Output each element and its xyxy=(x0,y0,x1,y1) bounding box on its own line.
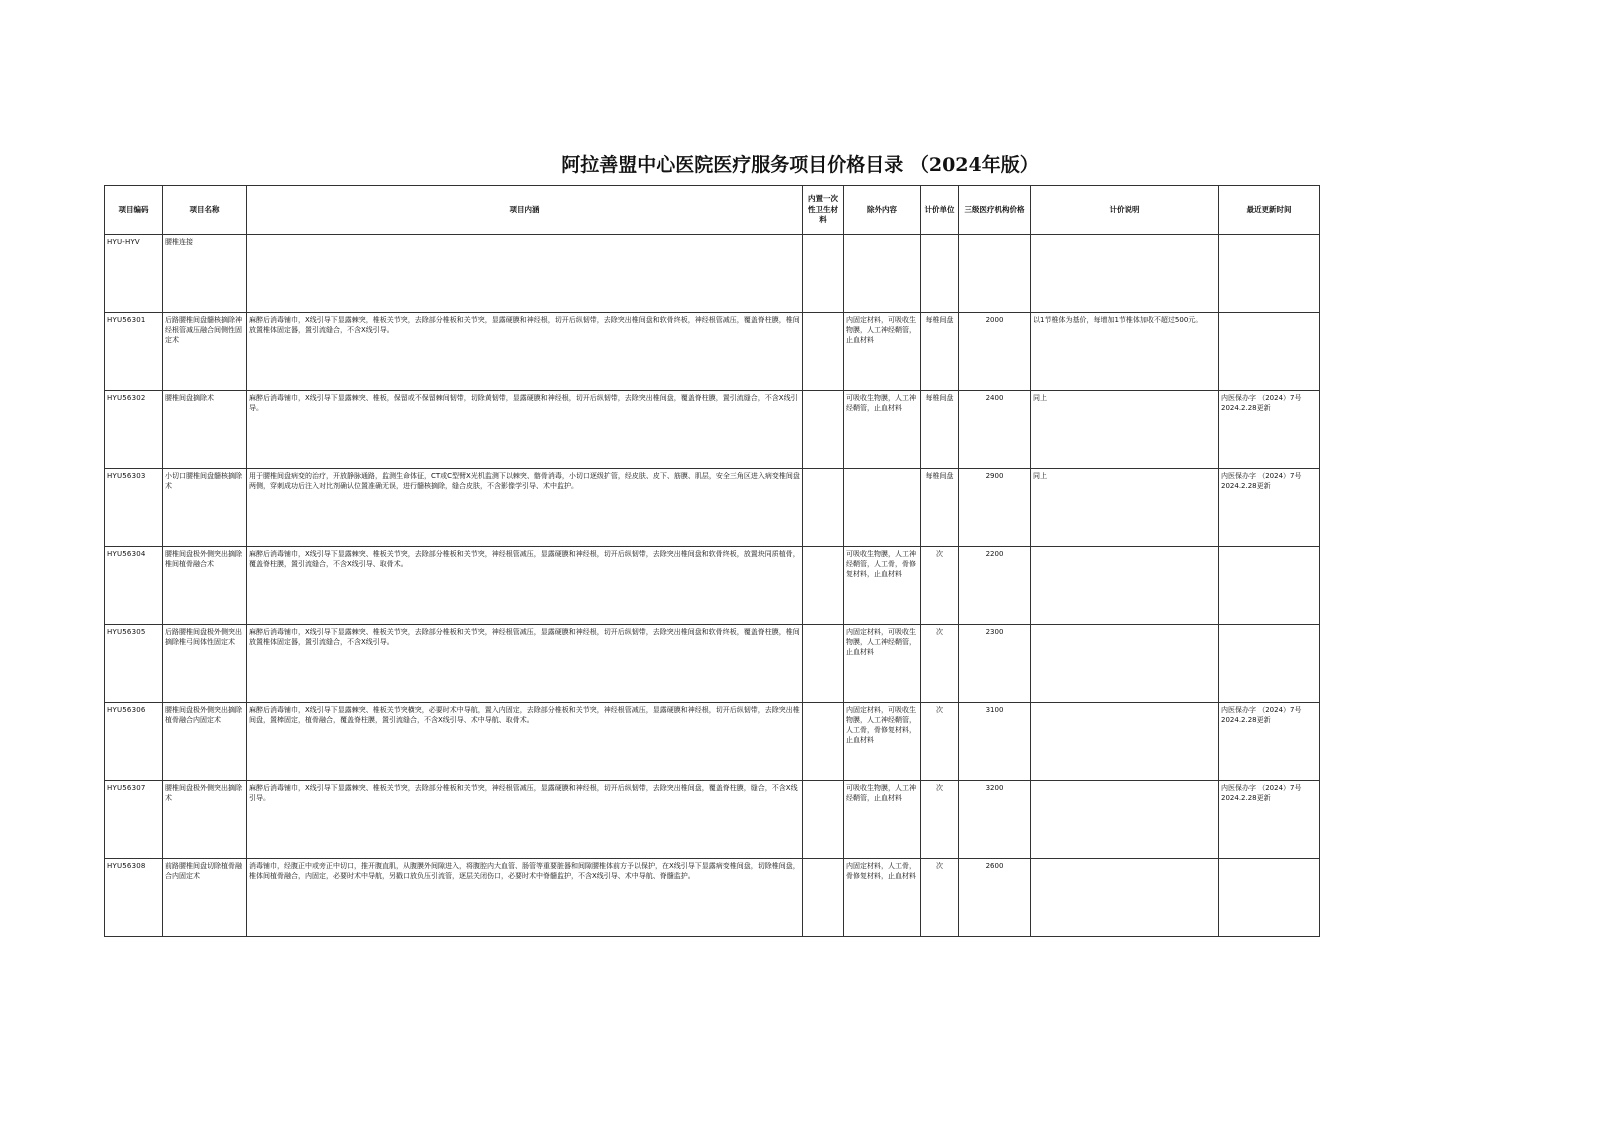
cell-update xyxy=(1219,313,1320,391)
table-row xyxy=(105,547,1320,625)
cell-price: 2400 xyxy=(959,391,1031,469)
cell-note xyxy=(1031,625,1219,703)
col-header-note: 计价说明 xyxy=(1031,186,1219,235)
cell-included xyxy=(803,235,844,313)
col-header-included: 内置一次性卫生材料 xyxy=(803,186,844,235)
cell-excluded: 内固定材料，可吸收生物膜，人工神经鞘管，人工骨，骨修复材料，止血材料 xyxy=(844,703,921,781)
cell-unit: 次 xyxy=(921,781,959,859)
table-row xyxy=(105,469,1320,547)
cell-code: HYU56305 xyxy=(105,625,163,703)
cell-included xyxy=(803,781,844,859)
cell-included xyxy=(803,469,844,547)
cell-update xyxy=(1219,859,1320,937)
cell-update xyxy=(1219,235,1320,313)
cell-unit: 次 xyxy=(921,625,959,703)
col-header-content: 项目内涵 xyxy=(247,186,803,235)
cell-included xyxy=(803,391,844,469)
cell-note xyxy=(1031,547,1219,625)
cell-unit: 次 xyxy=(921,859,959,937)
cell-update xyxy=(1219,625,1320,703)
table-row xyxy=(105,235,1320,313)
cell-price: 2000 xyxy=(959,313,1031,391)
price-table xyxy=(104,185,1320,937)
cell-content: 麻醉后消毒铺巾，X线引导下显露棘突，椎板关节突，去除部分椎板和关节突，显露硬膜和神经根，切开后纵韧带，去除突出椎间盘和软骨终板，神经根管减压，覆盖脊柱膜，椎间放置椎体固定器，置引流缝合，不含X线引导。 xyxy=(247,313,803,391)
table-row xyxy=(105,781,1320,859)
col-header-price: 三级医疗机构价格 xyxy=(959,186,1031,235)
cell-content xyxy=(247,235,803,313)
cell-name: 后路腰椎间盘髓核摘除神经根管减压融合间侧性固定术 xyxy=(163,313,247,391)
cell-price: 2900 xyxy=(959,469,1031,547)
col-header-excluded: 除外内容 xyxy=(844,186,921,235)
cell-note: 同上 xyxy=(1031,469,1219,547)
cell-content: 麻醉后消毒铺巾，X线引导下显露棘突、椎板关节突，去除部分椎板和关节突，神经根管减压，显露硬膜和神经根，切开后纵韧带，去除突出椎间盘，覆盖脊柱膜，缝合，不含X线引导。 xyxy=(247,781,803,859)
cell-name: 腰椎连接 xyxy=(163,235,247,313)
table-header-row xyxy=(105,186,1320,235)
cell-excluded: 内固定材料，可吸收生物膜，人工神经鞘管，止血材料 xyxy=(844,313,921,391)
cell-excluded: 可吸收生物膜，人工神经鞘管，止血材料 xyxy=(844,391,921,469)
table-row xyxy=(105,625,1320,703)
cell-content: 用于腰椎间盘病变的治疗，开放静脉通路，监测生命体征，CT或C型臂X光机监测下以棘突、髂骨消毒，小切口逐级扩管，经皮肤、皮下、筋膜、肌层，安全三角区进入病变椎间盘两侧，穿刺成功后注入对比剂确认位置准确无误，进行髓核摘除，缝合皮肤，不含影像学引导、术中监护。 xyxy=(247,469,803,547)
cell-name: 前路腰椎间盘切除植骨融合内固定术 xyxy=(163,859,247,937)
cell-code: HYU-HYV xyxy=(105,235,163,313)
cell-excluded: 内固定材料，可吸收生物膜，人工神经鞘管，止血材料 xyxy=(844,625,921,703)
cell-name: 腰椎间盘极外侧突出摘除椎间植骨融合术 xyxy=(163,547,247,625)
cell-name: 腰椎间盘极外侧突出摘除术 xyxy=(163,781,247,859)
cell-included xyxy=(803,859,844,937)
cell-note xyxy=(1031,703,1219,781)
cell-unit: 每椎间盘 xyxy=(921,313,959,391)
col-header-update: 最近更新时间 xyxy=(1219,186,1320,235)
cell-content: 麻醉后消毒铺巾，X线引导下显露棘突、椎板，保留或不保留棘间韧带，切除黄韧带，显露硬膜和神经根，切开后纵韧带，去除突出椎间盘，覆盖脊柱膜，置引流缝合，不含X线引导。 xyxy=(247,391,803,469)
cell-price: 2300 xyxy=(959,625,1031,703)
cell-included xyxy=(803,547,844,625)
cell-excluded xyxy=(844,235,921,313)
cell-update: 内医保办字 （2024）7号 2024.2.28更新 xyxy=(1219,703,1320,781)
cell-code: HYU56303 xyxy=(105,469,163,547)
cell-excluded: 可吸收生物膜，人工神经鞘管，人工骨，骨修复材料，止血材料 xyxy=(844,547,921,625)
cell-code: HYU56307 xyxy=(105,781,163,859)
cell-content: 麻醉后消毒铺巾，X线引导下显露棘突、椎板关节突横突，必要时术中导航，置入内固定，去除部分椎板和关节突，神经根管减压，显露硬膜和神经根，切开后纵韧带，去除突出椎间盘，置棒固定，植骨融合，覆盖脊柱膜，置引流缝合，不含X线引导、术中导航、取骨术。 xyxy=(247,703,803,781)
cell-update: 内医保办字 （2024）7号 2024.2.28更新 xyxy=(1219,469,1320,547)
table-row xyxy=(105,703,1320,781)
col-header-name: 项目名称 xyxy=(163,186,247,235)
col-header-code: 项目编码 xyxy=(105,186,163,235)
cell-name: 腰椎间盘极外侧突出摘除植骨融合内固定术 xyxy=(163,703,247,781)
cell-code: HYU56302 xyxy=(105,391,163,469)
cell-code: HYU56306 xyxy=(105,703,163,781)
cell-code: HYU56304 xyxy=(105,547,163,625)
cell-code: HYU56301 xyxy=(105,313,163,391)
cell-included xyxy=(803,703,844,781)
col-header-unit: 计价单位 xyxy=(921,186,959,235)
cell-unit: 次 xyxy=(921,703,959,781)
cell-content: 消毒铺巾，经腹正中或旁正中切口，推开腹直肌，从腹膜外间隙进入，将腹腔内大血管、肠管等重要脏器和间隙腰椎体前方予以保护，在X线引导下显露病变椎间盘，切除椎间盘，椎体间植骨融合，内固定，必要时术中导航，另戳口放负压引流管，逐层关闭伤口，必要时术中脊髓监护，不含X线引导、术中导航、脊髓监护。 xyxy=(247,859,803,937)
cell-name: 腰椎间盘摘除术 xyxy=(163,391,247,469)
cell-note xyxy=(1031,859,1219,937)
cell-unit: 次 xyxy=(921,547,959,625)
cell-included xyxy=(803,313,844,391)
cell-note: 同上 xyxy=(1031,391,1219,469)
cell-update xyxy=(1219,547,1320,625)
cell-name: 小切口腰椎间盘髓核摘除术 xyxy=(163,469,247,547)
page-title: 阿拉善盟中心医院医疗服务项目价格目录 （2024年版） xyxy=(561,154,1039,176)
cell-price: 2200 xyxy=(959,547,1031,625)
cell-unit: 每椎间盘 xyxy=(921,391,959,469)
table-row xyxy=(105,391,1320,469)
cell-excluded: 内固定材料，人工骨，骨修复材料，止血材料 xyxy=(844,859,921,937)
cell-excluded xyxy=(844,469,921,547)
cell-excluded: 可吸收生物膜，人工神经鞘管，止血材料 xyxy=(844,781,921,859)
cell-unit: 每椎间盘 xyxy=(921,469,959,547)
cell-price: 3200 xyxy=(959,781,1031,859)
cell-name: 后路腰椎间盘极外侧突出摘除椎弓间体性固定术 xyxy=(163,625,247,703)
cell-note xyxy=(1031,235,1219,313)
table-row xyxy=(105,313,1320,391)
cell-code: HYU56308 xyxy=(105,859,163,937)
cell-content: 麻醉后消毒铺巾，X线引导下显露棘突、椎板关节突，去除部分椎板和关节突，神经根管减压，显露硬膜和神经根，切开后纵韧带，去除突出椎间盘和软骨终板，放置块同质植骨，覆盖脊柱膜，置引流缝合，不含X线引导、取骨术。 xyxy=(247,547,803,625)
cell-content: 麻醉后消毒铺巾，X线引导下显露棘突、椎板关节突，去除部分椎板和关节突，神经根管减压，显露硬膜和神经根，切开后纵韧带，去除突出椎间盘和软骨终板，覆盖脊柱膜，椎间放置椎体固定器，置引流缝合，不含X线引导。 xyxy=(247,625,803,703)
cell-price: 2600 xyxy=(959,859,1031,937)
cell-price: 3100 xyxy=(959,703,1031,781)
cell-price xyxy=(959,235,1031,313)
cell-unit xyxy=(921,235,959,313)
cell-update: 内医保办字 （2024）7号 2024.2.28更新 xyxy=(1219,391,1320,469)
table-row xyxy=(105,859,1320,937)
cell-update: 内医保办字 （2024）7号 2024.2.28更新 xyxy=(1219,781,1320,859)
cell-included xyxy=(803,625,844,703)
cell-note: 以1节椎体为基价，每增加1节椎体加收不超过500元。 xyxy=(1031,313,1219,391)
cell-note xyxy=(1031,781,1219,859)
